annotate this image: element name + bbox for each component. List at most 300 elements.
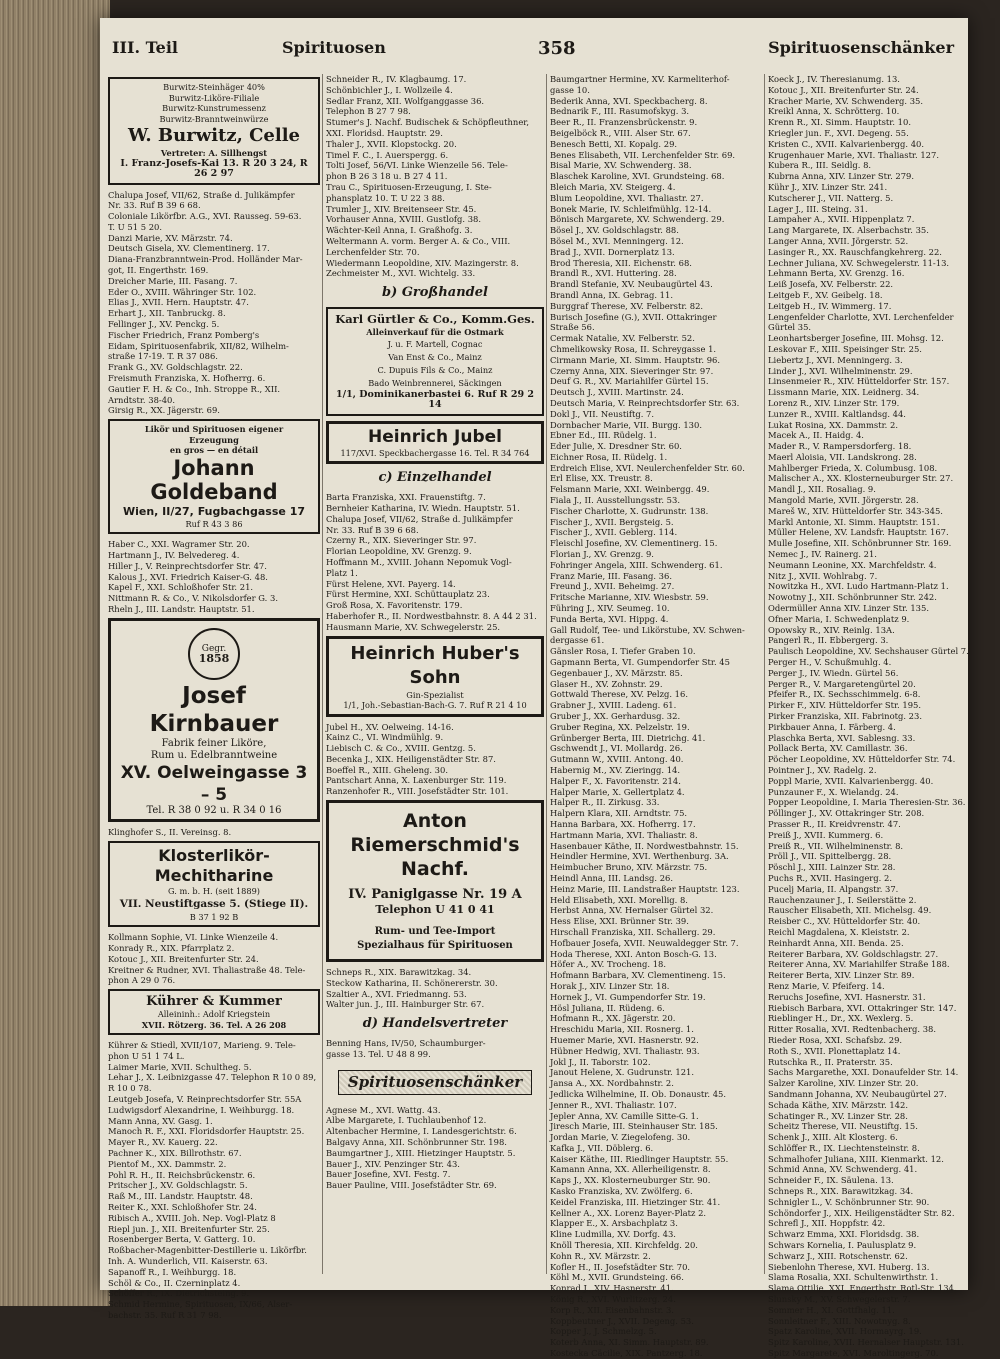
list-item: Bösel M., XVI. Menningerg. 12. bbox=[550, 235, 684, 246]
list-item: Pöcher Leopoldine, XV. Hütteldorfer Str. 74. bbox=[768, 754, 956, 765]
list-item: Schneider F., IX. Säulena. 13. bbox=[768, 1175, 894, 1186]
list-item: Baumgartner Hermine, XV. Karmeliterhof- bbox=[550, 74, 730, 84]
list-item: Florian J., XV. Grenzg. 9. bbox=[550, 549, 654, 560]
list-item: Gall Rudolf, Tee- und Likörstube, XV. Schwen- bbox=[550, 624, 745, 635]
list-item: Sachs Margarethe, XXI. Donaufelder Str. 14. bbox=[768, 1067, 959, 1078]
ad-address: 117/XVI. Speckbachergasse 16. Tel. R 34 764 bbox=[340, 447, 530, 458]
list-item: Heimbucher Bruno, XIV. Märzstr. 75. bbox=[550, 862, 708, 873]
list-item: Burwitz-Branntweinwürze bbox=[159, 113, 269, 124]
list-item: Lerchenfelder Str. 70. bbox=[326, 246, 420, 257]
entry-list bbox=[108, 190, 320, 417]
list-item: Konrad J., XIV. Hasnerstr. 41. bbox=[550, 1283, 674, 1294]
list-item: Pirker Franziska, XII. Fabrinotg. 23. bbox=[768, 711, 922, 722]
list-item: Puchs R., XVII. Hasingerg. 2. bbox=[768, 872, 892, 883]
book-page-edges bbox=[0, 0, 110, 1306]
ad-name: Johann Goldeband bbox=[150, 455, 278, 504]
list-item: Jenner R., XVI. Thaliastr. 107. bbox=[550, 1099, 677, 1110]
ad-company: G. m. b. H. (seit 1889) bbox=[168, 886, 260, 897]
list-item: Macek A., II. Haidg. 4. bbox=[768, 430, 864, 441]
list-item: Klapper E., X. Arsbachplatz 3. bbox=[550, 1218, 678, 1229]
list-item: Wächter-Keil Anna, I. Graßhofg. 3. bbox=[326, 225, 473, 236]
list-item: Koeck J., IV. Theresianumg. 13. bbox=[768, 74, 900, 84]
list-item: Kreikl Anna, X. Schrötterg. 10. bbox=[768, 106, 900, 117]
seal-label: Gegr. bbox=[201, 643, 227, 654]
list-item: Gutmann W., XVIII. Antong. 40. bbox=[550, 754, 684, 765]
list-item: Kreitner & Rudner, XVI. Thaliastraße 48. Tele- bbox=[108, 964, 306, 975]
list-item: Erdreich Elise, XVI. Neulerchenfelder Str. 60. bbox=[550, 462, 745, 473]
list-item: Sedlar Franz, XII. Wolfganggasse 36. bbox=[326, 95, 485, 106]
list-item: Schada Käthe, XIV. Märzstr. 142. bbox=[768, 1099, 908, 1110]
list-item: Kubera R., III. Seidlg. 8. bbox=[768, 160, 872, 171]
list-item: Mahlberger Frieda, X. Columbusg. 108. bbox=[768, 462, 938, 473]
list-item: Koterb Anna, XI. Simm. Hauptstr. 89. bbox=[550, 1337, 709, 1348]
ad-gurtler bbox=[326, 307, 544, 416]
ad-name: Karl Gürtler & Co., Komm.Ges. bbox=[335, 312, 535, 327]
list-item: Lehar J., X. Leibnizgasse 47. Telephon R 10 0 89, bbox=[108, 1072, 317, 1083]
list-item: Salzer Karoline, XIV. Linzer Str. 20. bbox=[768, 1078, 919, 1089]
list-item: Nr. 33. Ruf B 39 6 68. bbox=[326, 524, 419, 535]
ad-address: 1/1, Dominikanerbastei 6. Ruf R 29 2 14 bbox=[335, 388, 534, 411]
list-item: Linsenmeier R., XIV. Hütteldorfer Str. 157. bbox=[768, 376, 950, 387]
list-item: Kriegler jun. F., XVI. Degeng. 55. bbox=[768, 127, 909, 138]
list-item: Pröll J., VII. Spittelbergg. 28. bbox=[768, 851, 892, 862]
list-item: Chalupa Josef, VII/62, Straße d. Julikämpfer bbox=[326, 513, 513, 524]
list-item: Florian Leopoldine, XV. Grenzg. 9. bbox=[326, 546, 472, 557]
list-item: Fischer Friedrich, Franz Pomberg's bbox=[108, 329, 260, 340]
list-item: Trau C., Spirituosen-Erzeugung, I. Ste- bbox=[326, 181, 492, 192]
entry-list bbox=[326, 967, 544, 1010]
list-item: Schöl & Co., II. Czerninplatz 4. bbox=[108, 1277, 241, 1288]
list-item: Straße 56. bbox=[550, 322, 595, 333]
list-item: Jubel H., XV. Oelweing. 14-16. bbox=[326, 721, 454, 732]
list-item: Haberhofer R., II. Nordwestbahnstr. 8. A 44 2 31. bbox=[326, 610, 537, 621]
ad-lines bbox=[332, 338, 538, 390]
list-item: Dokl J., VII. Neustiftg. 7. bbox=[550, 408, 655, 419]
ad-name-suffix: Nachf. bbox=[401, 858, 469, 881]
list-item: Lissmann Marie, XIX. Leidnerg. 34. bbox=[768, 387, 920, 398]
list-item: Lengenfelder Charlotte, XVI. Lerchenfelder bbox=[768, 311, 954, 322]
list-item: Schöndorfer J., XIX. Heiligenstädter Str. 82. bbox=[768, 1207, 955, 1218]
ad-name: Heinrich Jubel bbox=[368, 426, 502, 447]
list-item: Thaler J., XVII. Klopstockg. 20. bbox=[326, 138, 457, 149]
list-item: Hofmann R., XX. Jägerstr. 20. bbox=[550, 1013, 676, 1024]
list-item: Sonnleitner F., XIII. Nowotnyg. 8. bbox=[768, 1315, 911, 1326]
list-item: Boeffel R., XIII. Gheleng. 30. bbox=[326, 764, 448, 775]
list-item: Leskovar F., XIII. Speisinger Str. 25. bbox=[768, 343, 922, 354]
list-item: Altenbacher Hermine, I. Landesgerichtstr. 6. bbox=[326, 1126, 517, 1137]
list-item: Bauer Josefine, XVI. Festg. 7. bbox=[326, 1169, 451, 1180]
ad-lines bbox=[114, 424, 314, 456]
list-item: Chmelikowsky Rosa, II. Schreygasse 1. bbox=[550, 343, 717, 354]
list-item: Kofler H., II. Josefstädter Str. 70. bbox=[550, 1261, 691, 1272]
list-item: Erl Elise, XX. Treustr. 8. bbox=[550, 473, 653, 484]
list-item: Konrady R., XIX. Pfarrplatz 2. bbox=[108, 942, 235, 953]
list-item: T. U 51 5 20. bbox=[108, 221, 163, 232]
list-item: Brandl R., XVI. Huttering. 28. bbox=[550, 268, 677, 279]
ad-kuhrer bbox=[108, 989, 320, 1035]
list-item: Pfeifer R., IX. Sechsschimmelg. 6-8. bbox=[768, 689, 921, 700]
list-item: Reiter K., XXI. Schloßhofer Str. 24. bbox=[108, 1202, 257, 1213]
list-item: Mann Anna, XV. Gasg. 1. bbox=[108, 1115, 213, 1126]
list-item: Perger J., IV. Wiedn. Gürtel 56. bbox=[768, 667, 899, 678]
list-item: Kasko Franziska, XV. Zwölferg. 6. bbox=[550, 1186, 693, 1197]
list-item: Stumer's J. Nachf. Budischek & Schöpfleuthner, bbox=[326, 117, 530, 128]
list-item: Leitgeb F., XV. Geibelg. 18. bbox=[768, 289, 883, 300]
list-item: Tolti Josef, 56/VI. Linke Wienzeile 56. Tele- bbox=[326, 160, 508, 171]
list-item: Liebertz J., XVI. Menningerg. 3. bbox=[768, 354, 903, 365]
list-item: Eichner Rosa, II. Rüdelg. 1. bbox=[550, 451, 668, 462]
list-item: Burwitz-Steinhäger 40% bbox=[163, 82, 265, 92]
list-item: Mandl J., XII. Rosaliag. 9. bbox=[768, 484, 876, 495]
list-item: Kamann Anna, XX. Allerheiligenstr. 8. bbox=[550, 1164, 711, 1175]
list-item: Pirkbauer Anna, I. Färberg. 4. bbox=[768, 721, 896, 732]
list-item: Perger H., V. Schußmuhlg. 4. bbox=[768, 657, 892, 668]
list-item: Lang Margarete, IX. Alserbachstr. 35. bbox=[768, 225, 929, 236]
list-item: Kubrna Anna, XIV. Linzer Str. 279. bbox=[768, 171, 915, 182]
list-item: Grünberger Berta, III. Dietrichg. 41. bbox=[550, 732, 706, 743]
list-item: Van Enst & Co., Mainz bbox=[388, 351, 482, 362]
list-item: Spitz Karoline, XVII. Hernalser Hauptstr. 131. bbox=[768, 1337, 964, 1348]
list-item: Reiterer Anna, XV. Mariahilfer Straße 188. bbox=[768, 959, 950, 970]
list-item: Bado Weinbrennerei, Säckingen bbox=[368, 377, 502, 388]
list-item: Schmid Hermine, Spirituosen, IX/66, Alser- bbox=[108, 1299, 293, 1310]
list-item: Kafka J., VII. Döblerg. 6. bbox=[550, 1142, 654, 1153]
list-item: Manoch R. F., XXI. Floridsdorfer Hauptstr. 25. bbox=[108, 1126, 305, 1137]
list-item: Girsig R., XX. Jägerstr. 69. bbox=[108, 405, 220, 416]
entry-list bbox=[108, 932, 320, 986]
list-item: Szaltier A., XVI. Friedmanng. 53. bbox=[326, 988, 467, 999]
list-item: Hofmann Barbara, XV. Clementineng. 15. bbox=[550, 970, 726, 981]
list-item: Benes Elisabeth, VII. Lerchenfelder Str. 69. bbox=[550, 149, 736, 160]
list-item: Gschwendt J., VI. Mollardg. 26. bbox=[550, 743, 683, 754]
list-item: Malischer A., XX. Klosterneuburger Str. 27. bbox=[768, 473, 954, 484]
list-item: Schatinger R., XV. Linzer Str. 28. bbox=[768, 1110, 908, 1121]
list-item: Nemec J., IV. Rainerg. 21. bbox=[768, 549, 877, 560]
list-item: XXI. Floridsd. Hauptstr. 29. bbox=[326, 127, 443, 138]
list-item: Hess Elise, XXI. Brünner Str. 39. bbox=[550, 916, 689, 927]
list-item: Plaschka Berta, XVI. Sablesng. 33. bbox=[768, 732, 916, 743]
list-item: Agnese M., XVI. Wattg. 43. bbox=[326, 1104, 441, 1115]
list-item: Hartmann J., IV. Belvedereg. 4. bbox=[108, 550, 240, 561]
list-item: Baumgartner J., XIII. Hietzinger Hauptstr. 5. bbox=[326, 1147, 516, 1158]
list-item: Held Elisabeth, XXI. Morellig. 8. bbox=[550, 894, 688, 905]
entry-list bbox=[108, 539, 320, 615]
list-item: Kristen C., XVII. Kalvarienbergg. 40. bbox=[768, 138, 925, 149]
list-item: Kapel F., XXI. Schloßhofer Str. 21. bbox=[108, 582, 254, 593]
ad-address: I. Franz-Josefs-Kai 13. R 20 3 24, R 26 2 97 bbox=[120, 157, 308, 179]
list-item: Diana-Franzbranntwein-Prod. Holländer Mar- bbox=[108, 254, 303, 265]
ad-name: Anton Riemerschmid's bbox=[350, 810, 520, 857]
ad-burwitz bbox=[108, 77, 320, 185]
column-2 bbox=[326, 74, 544, 1280]
list-item: Führing J., XIV. Seumeg. 10. bbox=[550, 603, 670, 614]
list-item: Kühr J., XIV. Linzer Str. 241. bbox=[768, 181, 888, 192]
list-item: Korp R., XII. Eisenbahnstr. 3. bbox=[550, 1304, 674, 1315]
list-item: Schmid Anna, XV. Schwenderg. 41. bbox=[768, 1164, 918, 1175]
list-item: Weltermann A. vorm. Berger A. & Co., VIII. bbox=[326, 235, 511, 246]
ad-owner: Alleininh.: Adolf Kriegstein bbox=[157, 1009, 271, 1020]
left-running-title: Spirituosen bbox=[282, 38, 386, 57]
list-item: Rheln J., III. Landstr. Hauptstr. 51. bbox=[108, 604, 255, 615]
list-item: Groß Rosa, X. Favoritenstr. 179. bbox=[326, 600, 463, 611]
list-item: Langer Anna, XVII. Jörgerstr. 52. bbox=[768, 235, 909, 246]
list-item: Eidam, Spirituosenfabrik, XII/82, Wilhelm- bbox=[108, 340, 289, 351]
list-item: Riebisch Barbara, XVI. Ottakringer Str. 147. bbox=[768, 1002, 957, 1013]
list-item: Felsmann Marie, XXI. Weinbergg. 49. bbox=[550, 484, 710, 495]
list-item: Gegenbauer J., XV. Märzstr. 85. bbox=[550, 667, 683, 678]
list-item: Fischer J., XVII. Bergsteig. 5. bbox=[550, 516, 674, 527]
list-item: Hoffmann M., XVIII. Johann Nepomuk Vogl- bbox=[326, 556, 512, 567]
list-item: Gürtel 35. bbox=[768, 322, 812, 333]
ad-name: Josef Kirnbauer bbox=[149, 682, 279, 737]
ad-sub: Gin-Spezialist bbox=[406, 689, 464, 700]
list-item: Deuf G. R., XV. Mariahilfer Gürtel 15. bbox=[550, 376, 709, 387]
list-item: Lunzer R., XVIII. Kaltlandsg. 44. bbox=[768, 408, 906, 419]
list-item: Fellinger J., XV. Penckg. 5. bbox=[108, 319, 220, 330]
list-item: bachstr. 35. Ruf R 31 7 98. bbox=[108, 1310, 222, 1321]
list-item: Pohl R. H., II. Reichsbrückenstr. 6. bbox=[108, 1169, 256, 1180]
list-item: Kutscherer J., VII. Natterg. 5. bbox=[768, 192, 894, 203]
list-item: Rieder Rosa, XXI. Schafsbz. 29. bbox=[768, 1034, 903, 1045]
list-item: Gruber J., XX. Gerhardusg. 32. bbox=[550, 711, 681, 722]
list-item: Hirschall Franziska, XII. Schallerg. 29. bbox=[550, 926, 716, 937]
list-item: Franz Marie, III. Fasang. 36. bbox=[550, 570, 672, 581]
list-item: Trumler J., XIV. Breitenseer Str. 45. bbox=[326, 203, 477, 214]
list-item: Pritscher J., XV. Goldschlagstr. 5. bbox=[108, 1180, 248, 1191]
ad-mechitharine bbox=[108, 841, 320, 927]
list-item: Prasser R., II. Kreidvrenstr. 47. bbox=[768, 818, 901, 829]
list-item: Nr. 33. Ruf B 39 6 68. bbox=[108, 200, 201, 211]
ad-phone: Tel. R 38 0 92 u. R 34 0 16 bbox=[146, 804, 282, 816]
list-item: Mulle Josefine, XII. Schönbrunner Str. 169. bbox=[768, 538, 952, 549]
list-item: Burggraf Therese, XV. Felberstr. 82. bbox=[550, 300, 704, 311]
entry-list bbox=[326, 722, 544, 798]
list-item: Poppl Marie, XVII. Kalvarienbergg. 40. bbox=[768, 775, 934, 786]
list-item: Halper Marie, X. Gellertplatz 4. bbox=[550, 786, 685, 797]
list-item: Kührer & Stiedl, XVII/107, Marieng. 9. Tele- bbox=[108, 1040, 296, 1051]
list-item: Schönbichler J., I. Wollzeile 4. bbox=[326, 84, 453, 95]
list-item: Ebner Ed., III. Rüdelg. 1. bbox=[550, 430, 657, 441]
list-item: Roßbacher-Magenbitter-Destillerie u. Likörfbr. bbox=[108, 1245, 307, 1256]
list-item: Fischer Charlotte, X. Gudrunstr. 138. bbox=[550, 505, 709, 516]
list-item: Pantschart Anna, X. Laxenburger Str. 119. bbox=[326, 775, 507, 786]
list-item: Herbst Anna, XV. Hernalser Gürtel 32. bbox=[550, 905, 714, 916]
list-item: Blum Leopoldine, XVI. Thaliastr. 27. bbox=[550, 192, 704, 203]
subsection-heading: d) Handelsvertreter bbox=[362, 1016, 508, 1032]
entry-list bbox=[326, 1038, 544, 1060]
list-item: Leitgeb H., IV. Wimmerg. 17. bbox=[768, 300, 892, 311]
list-item: Jedlicka Wilhelmine, II. Ob. Donaustr. 45. bbox=[550, 1088, 727, 1099]
column-divider bbox=[764, 74, 765, 1274]
list-item: Mareš W., XIV. Hütteldorfer Str. 343-345. bbox=[768, 505, 943, 516]
list-item: Hasenbauer Käthe, II. Nordwestbahnstr. 15. bbox=[550, 840, 739, 851]
list-item: Sommer H., XI. Gottfhalg. 11. bbox=[768, 1304, 895, 1315]
list-item: Kaiser Käthe, III. Riedlinger Hauptstr. 55. bbox=[550, 1153, 729, 1164]
list-item: R 10 0 78. bbox=[108, 1083, 152, 1094]
list-item: Barta Franziska, XXI. Frauenstiftg. 7. bbox=[326, 492, 486, 503]
list-item: J. u. F. Martell, Cognac bbox=[387, 338, 483, 349]
list-item: Gapmann Berta, VI. Gumpendorfer Str. 45 bbox=[550, 657, 730, 668]
ad-jubel bbox=[326, 421, 544, 465]
list-item: phansplatz 10. T. U 22 3 88. bbox=[326, 192, 445, 203]
list-item: Kracher Marie, XV. Schwenderg. 35. bbox=[768, 95, 924, 106]
list-item: Erhart J., XII. Tanbruckg. 8. bbox=[108, 308, 226, 319]
list-item: Kalous J., XVI. Friedrich Kaiser-G. 48. bbox=[108, 571, 268, 582]
list-item: Beigelböck R., VIII. Alser Str. 67. bbox=[550, 127, 691, 138]
list-item: Platz 1. bbox=[326, 567, 358, 578]
list-item: Laimer Marie, XVII. Schultheg. 5. bbox=[108, 1061, 252, 1072]
list-item: Schneps R., XIX. Barawitzkag. 34. bbox=[326, 967, 472, 978]
list-item: Hreschidu Maria, XII. Rosnerg. 1. bbox=[550, 1024, 694, 1035]
list-item: Beer R., II. Franzensbrückenstr. 9. bbox=[550, 117, 698, 128]
list-item: Lorenz R., XIV. Linzer Str. 179. bbox=[768, 397, 900, 408]
list-item: Köhl M., XVII. Grundsteing. 66. bbox=[550, 1272, 684, 1283]
right-running-title: Spirituosenschänker bbox=[768, 38, 954, 57]
list-item: Fabrik feiner Liköre, bbox=[161, 737, 267, 749]
ad-kirnbauer bbox=[108, 618, 320, 823]
list-item: Halper R., II. Zirkusg. 33. bbox=[550, 797, 660, 808]
list-item: C. Dupuis Fils & Co., Mainz bbox=[377, 364, 493, 375]
page-header bbox=[112, 38, 954, 64]
list-item: Bleich Maria, XV. Steigerg. 4. bbox=[550, 181, 676, 192]
list-item: Spatz Karoline, XVII. Hormayrg. 19. bbox=[768, 1326, 922, 1337]
list-item: Funda Berta, XVI. Hippg. 4. bbox=[550, 613, 669, 624]
list-item: Reruchs Josefine, XVI. Hasnerstr. 31. bbox=[768, 991, 926, 1002]
seal-year: 1858 bbox=[198, 651, 230, 665]
list-item: Paulisch Leopoldine, XV. Sechshauser Gürtel 7. bbox=[768, 646, 969, 657]
list-item: Leonhartsberger Josefine, III. Mohsg. 12. bbox=[768, 333, 944, 344]
list-item: Grabner J., XVIII. Ladeng. 61. bbox=[550, 700, 677, 711]
list-item: Becenka J., XIX. Heiligenstädter Str. 87. bbox=[326, 753, 496, 764]
list-item: Schrefl J., XII. Hoppfstr. 42. bbox=[768, 1218, 886, 1229]
ad-address: Wien, II/27, Fugbachgasse 17 bbox=[122, 504, 306, 518]
list-item: Danzi Marie, XV. Märzstr. 74. bbox=[108, 232, 233, 243]
list-item: Neumann Leonine, XX. Marchfeldstr. 4. bbox=[768, 559, 937, 570]
column-1 bbox=[108, 74, 320, 1321]
list-item: Burisch Josefine (G.), XVII. Ottakringer bbox=[550, 311, 717, 322]
list-item: Freismuth Franziska, X. Hofherrg. 6. bbox=[108, 373, 266, 384]
ad-address: 1/1, Joh.-Sebastian-Bach-G. 7. Ruf R 21 4 10 bbox=[343, 700, 527, 710]
list-item: Bederik Anna, XVI. Speckbacherg. 8. bbox=[550, 95, 708, 106]
list-item: Lager J., III. Steing. 31. bbox=[768, 203, 868, 214]
list-item: Walter jun. J., III. Hainburger Str. 67. bbox=[326, 999, 485, 1010]
list-item: straße 17-19. T. R 37 086. bbox=[108, 351, 218, 362]
list-item: Jiresch Marie, III. Steinhauser Str. 185. bbox=[550, 1121, 718, 1132]
ad-lines bbox=[114, 82, 314, 124]
list-item: Koppbeutner J., XVII. Degeng. 53. bbox=[550, 1315, 694, 1326]
list-item: Brod Theresia, XII. Eichenstr. 68. bbox=[550, 257, 692, 268]
column-4 bbox=[768, 74, 969, 1359]
list-item: Gottwald Therese, XV. Pelzg. 16. bbox=[550, 689, 688, 700]
list-item: Bönisch Margarete, XV. Schwenderg. 29. bbox=[550, 214, 725, 225]
list-item: Mader R., V. Rampersdorferg. 18. bbox=[768, 441, 912, 452]
list-item: phon U 51 1 74 L. bbox=[108, 1050, 185, 1061]
list-item: Hiller J., V. Reinprechtsdorfer Str. 47. bbox=[108, 560, 267, 571]
list-item: Spezialhaus für Spirituosen bbox=[357, 940, 513, 952]
list-item: Likör und Spirituosen eigener bbox=[144, 424, 284, 435]
list-item: gasse 10. bbox=[550, 84, 590, 95]
list-item: Fritsche Marianne, XIV. Wiesbstr. 59. bbox=[550, 592, 709, 603]
list-item: Huemer Marie, XVI. Hasnerstr. 92. bbox=[550, 1034, 699, 1045]
list-item: Deutsch Maria, V. Reinprechtsdorfer Str. 63. bbox=[550, 397, 740, 408]
list-item: Knöll Theresia, XII. Kirchfeldg. 20. bbox=[550, 1240, 698, 1251]
list-item: phon A 29 0 76. bbox=[108, 975, 176, 986]
list-item: Janout Helene, X. Gudrunstr. 121. bbox=[550, 1067, 695, 1078]
list-item: Chalupa Josef, VII/62, Straße d. Julikämpfer bbox=[108, 189, 295, 200]
list-item: Heindler Hermine, XVI. Werthenburg. 3A. bbox=[550, 851, 729, 862]
ad-phone: Ruf R 43 3 86 bbox=[185, 518, 243, 529]
list-item: Steckow Katharina, II. Schönererstr. 30. bbox=[326, 977, 498, 988]
list-item: Reiterer Berta, XIV. Linzer Str. 89. bbox=[768, 970, 915, 981]
list-item: Kainz C., VI. Windmühlg. 9. bbox=[326, 732, 444, 743]
list-item: Halpern Klara, XII. Arndtstr. 75. bbox=[550, 808, 688, 819]
list-item: Dornbacher Marie, VII. Burgg. 130. bbox=[550, 419, 702, 430]
list-item: Rieblinger H., Dr., XX. Wexlerg. 5. bbox=[768, 1013, 914, 1024]
list-item: Schnigler L., V. Schönbrunner Str. 90. bbox=[768, 1196, 930, 1207]
column-divider bbox=[322, 74, 323, 1274]
list-item: Kaps J., XX. Klosterneuburger Str. 90. bbox=[550, 1175, 711, 1186]
list-item: Pöllinger J., XV. Ottakringer Str. 208. bbox=[768, 808, 925, 819]
entry-list bbox=[108, 827, 320, 838]
list-item: Hübner Hedwig, XVI. Thaliastr. 93. bbox=[550, 1045, 700, 1056]
list-item: Erzeugung bbox=[189, 434, 239, 445]
list-item: Müller Helene, XV. Landsfr. Hauptstr. 167. bbox=[768, 527, 949, 538]
list-item: Fürst Hermine, XXI. Schüttauplatz 23. bbox=[326, 589, 490, 600]
list-item: Slama Ottilie, XXI. Engerthstr. Rotl-Str. 134. bbox=[768, 1283, 957, 1294]
list-item: Fürst Helene, XVI. Payerg. 14. bbox=[326, 578, 456, 589]
list-item: Haber C., XXI. Wagramer Str. 20. bbox=[108, 539, 250, 550]
directory-page bbox=[100, 18, 969, 1359]
list-item: Rum- und Tee-Import bbox=[374, 926, 496, 938]
list-item: Hausmann Marie, XV. Schwegelerstr. 25. bbox=[326, 621, 501, 632]
list-item: Jokl J., II. Taborstr. 102. bbox=[550, 1056, 651, 1067]
column-divider bbox=[546, 74, 547, 1274]
list-item: Maerl Aloisia, VII. Landskrong. 28. bbox=[768, 451, 917, 462]
list-item: Czerny R., XIX. Sieveringer Str. 97. bbox=[326, 535, 477, 546]
list-item: Schöffer R., IX. Dietrichsteing. 9. bbox=[108, 1288, 250, 1299]
list-item: Pointner J., XV. Radelg. 2. bbox=[768, 765, 877, 775]
list-item: Schmalhofer Juliana, XIII. Kienmarkt. 12. bbox=[768, 1153, 944, 1164]
list-item: Brandl Anna, IX. Gebrag. 11. bbox=[550, 289, 674, 300]
list-item: König R., XVI. Wurlitzerg. 24. bbox=[550, 1294, 676, 1305]
list-item: Brandl Stefanie, XV. Neubaugürtel 43. bbox=[550, 279, 713, 290]
ad-riemerschmid bbox=[326, 800, 544, 962]
list-item: Reiterer Barbara, XV. Goldschlagstr. 27. bbox=[768, 948, 939, 959]
ad-name: W. Burwitz, Celle bbox=[127, 125, 301, 146]
founded-seal bbox=[188, 628, 240, 680]
list-item: Schwars Kornelia, I. Paulusplatz 9. bbox=[768, 1240, 917, 1251]
list-item: Popper Leopoldine, I. Maria Theresien-Str. 36. bbox=[768, 797, 966, 808]
list-item: Heinz Marie, III. Landstraßer Hauptstr. 123. bbox=[550, 883, 740, 894]
list-item: Pirker F., XIV. Hütteldorfer Str. 195. bbox=[768, 700, 922, 711]
list-item: Pucelj Maria, II. Alpangstr. 37. bbox=[768, 883, 899, 894]
ad-address: XV. Oelweingasse 3 – 5 bbox=[120, 762, 308, 805]
list-item: Wiedermann Leopoldine, XIV. Mazingerstr. 8. bbox=[326, 257, 519, 268]
list-item: Schwarz J., XIII. Rotschenstr. 62. bbox=[768, 1250, 908, 1261]
list-item: en gros — en détail bbox=[169, 445, 259, 456]
list-item: Inh. A. Wunderlich, VII. Kaiserstr. 63. bbox=[108, 1256, 268, 1267]
list-item: Nowitzka H., XVI. Ludo Hartmann-Platz 1. bbox=[768, 581, 949, 592]
list-item: Scheitz Therese, VII. Neustiftg. 15. bbox=[768, 1121, 918, 1132]
list-item: Albe Margarete, I. Tuchlaubenhof 12. bbox=[326, 1115, 487, 1126]
ad-rep: Vertreter: A. Sillhengst bbox=[160, 148, 268, 158]
list-item: Nitz J., XVII. Wohlrabg. 7. bbox=[768, 570, 878, 581]
list-item: Fohringer Angela, XIII. Schwenderg. 61. bbox=[550, 559, 723, 570]
list-item: Siebenlohn Therese, XVI. Huberg. 13. bbox=[768, 1261, 930, 1272]
list-item: Elias J., XVII. Hern. Hauptstr. 47. bbox=[108, 297, 249, 308]
list-item: Vorhauser Anna, XVIII. Gustlofg. 38. bbox=[326, 214, 482, 225]
list-item: Liebisch C. & Co., XVIII. Gentzg. 5. bbox=[326, 743, 476, 754]
